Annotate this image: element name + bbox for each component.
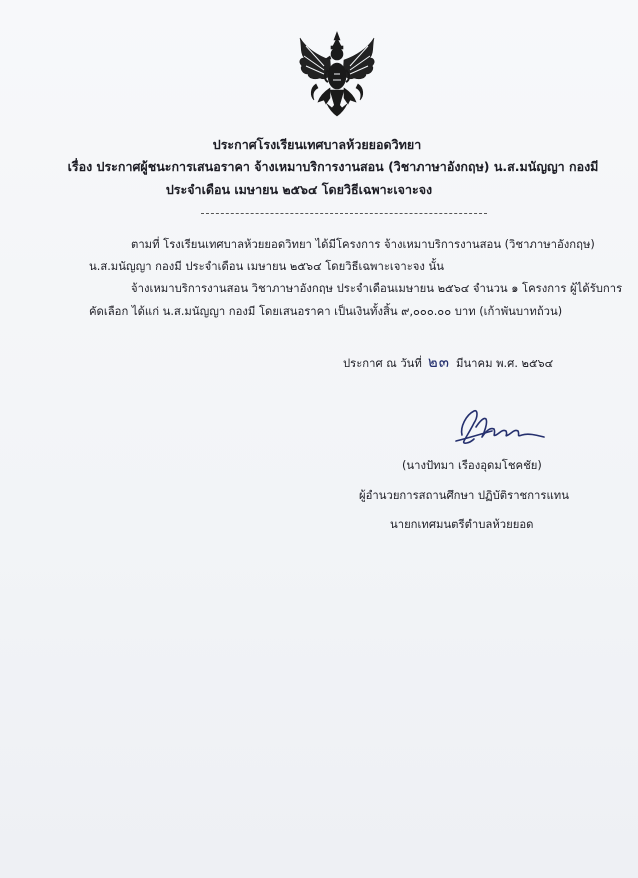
signer-name: (นางปัทมา เรืองอุดมโชคชัย) bbox=[402, 459, 542, 472]
date-day-handwritten: ๒๓ bbox=[427, 353, 450, 371]
announcement-subject: เรื่อง ประกาศผู้ชนะการเสนอราคา จ้างเหมาบริการงานสอน (วิชาภาษาอังกฤษ) น.ส.มนัญญา กองมี bbox=[67, 159, 599, 174]
paragraph2-line1: จ้างเหมาบริการงานสอน วิชาภาษาอังกฤษ ประจำเดือนเมษายน ๒๕๖๔ จำนวน ๑ โครงการ ผู้ได้รับการ bbox=[131, 282, 623, 295]
signer-position: ผู้อำนวยการสถานศึกษา ปฏิบัติราชการแทน bbox=[359, 489, 569, 502]
announcement-title: ประกาศโรงเรียนเทศบาลห้วยยอดวิทยา bbox=[212, 137, 422, 152]
date-month-year: มีนาคม พ.ศ. ๒๕๖๔ bbox=[456, 357, 554, 370]
garuda-emblem-icon bbox=[294, 30, 380, 118]
dashed-separator bbox=[201, 213, 487, 214]
paragraph1-line2: น.ส.มนัญญา กองมี ประจำเดือน เมษายน ๒๕๖๔ โดยวิธีเฉพาะเจาะจง นั้น bbox=[89, 260, 444, 273]
handwritten-signature bbox=[452, 405, 552, 451]
paragraph1-line1: ตามที่ โรงเรียนเทศบาลห้วยยอดวิทยา ได้มีโครงการ จ้างเหมาบริการงานสอน (วิชาภาษาอังกฤษ) bbox=[131, 238, 595, 251]
date-prefix: ประกาศ ณ วันที่ bbox=[343, 357, 422, 370]
announcement-subject-cont: ประจำเดือน เมษายน ๒๕๖๔ โดยวิธีเฉพาะเจาะจง bbox=[165, 182, 433, 197]
signer-position-acting-for: นายกเทศมนตรีตำบลห้วยยอด bbox=[390, 518, 534, 531]
announcement-date bbox=[343, 350, 553, 374]
paragraph2-line2: คัดเลือก ได้แก่ น.ส.มนัญญา กองมี โดยเสนอราคา เป็นเงินทั้งสิ้น ๙,๐๐๐.๐๐ บาท (เก้าพันบาทถ้วน) bbox=[89, 305, 563, 318]
